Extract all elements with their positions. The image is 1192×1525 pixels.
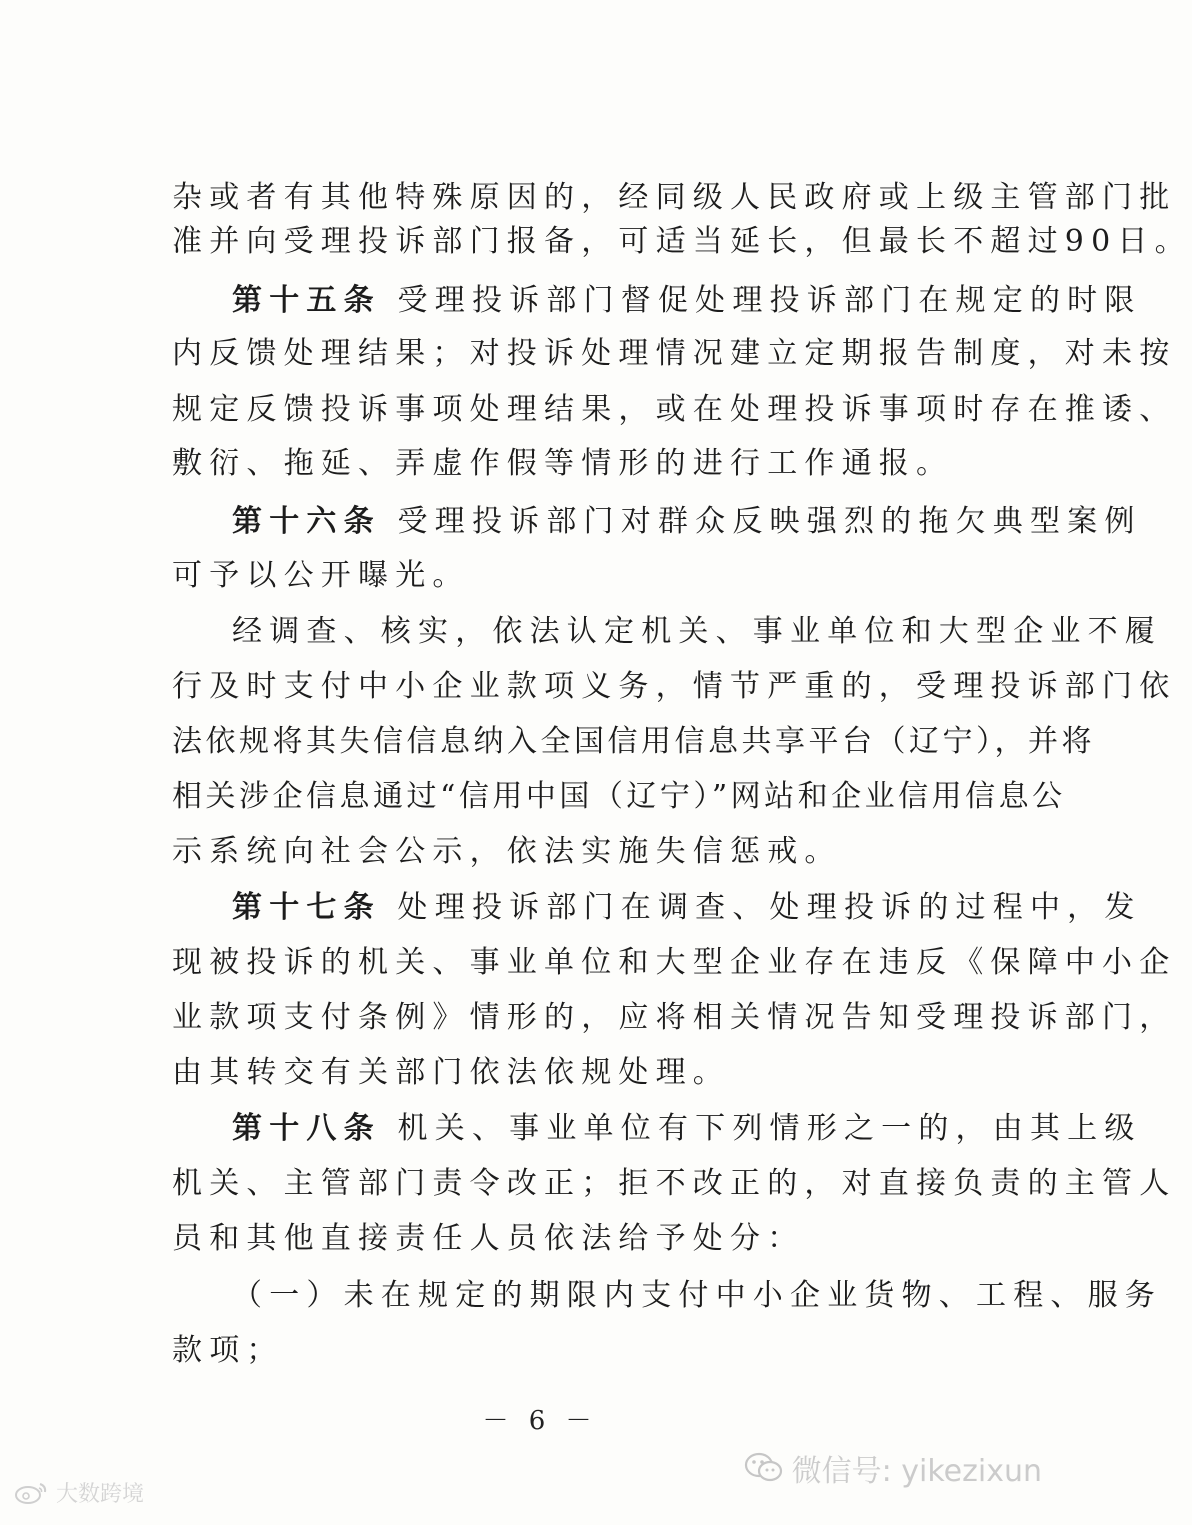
article-heading-line — [232, 502, 1142, 542]
text-line: 行及时支付中小企业款项义务，情节严重的，受理投诉部门依 — [172, 669, 1177, 704]
article-text: 受理投诉部门督促处理投诉部门在规定的时限 — [380, 283, 1142, 318]
wechat-icon — [744, 1451, 784, 1485]
text-line: 法依规将其失信信息纳入全国信用信息共享平台（辽宁），并将 — [172, 724, 1095, 759]
text-line: 可予以公开曝光。 — [172, 558, 470, 593]
text-line: 杂或者有其他特殊原因的，经同级人民政府或上级主管部门批 — [172, 180, 1177, 215]
text-line: 由其转交有关部门依法依规处理。 — [172, 1055, 730, 1090]
weibo-account-text: 大数跨境 — [56, 1482, 145, 1507]
text-line: 经调查、核实，依法认定机关、事业单位和大型企业不履 — [232, 614, 1162, 649]
article-text: 机关、事业单位有下列情形之一的，由其上级 — [380, 1111, 1142, 1146]
article-heading-line — [232, 888, 1142, 928]
text-line: 准并向受理投诉部门报备，可适当延长，但最长不超过90日。 — [172, 224, 1192, 259]
text-line: 内反馈处理结果；对投诉处理情况建立定期报告制度，对未按 — [172, 336, 1177, 371]
wechat-id-text: 微信号: yikezixun — [791, 1454, 1042, 1489]
weibo-icon — [14, 1480, 50, 1506]
text-line: 现被投诉的机关、事业单位和大型企业存在违反《保障中小企 — [172, 945, 1177, 980]
article-number: 第十五条 — [232, 283, 381, 318]
article-text: 受理投诉部门对群众反映强烈的拖欠典型案例 — [380, 504, 1142, 539]
article-number: 第十八条 — [232, 1111, 381, 1146]
article-heading-line — [232, 1109, 1142, 1149]
text-line: 员和其他直接责任人员依法给予处分： — [172, 1221, 805, 1256]
text-line: 相关涉企信息通过“信用中国（辽宁）”网站和企业信用信息公 — [172, 779, 1066, 814]
weibo-watermark — [14, 1477, 144, 1508]
text-line: 款项； — [172, 1333, 284, 1368]
text-line: 业款项支付条例》情形的，应将相关情况告知受理投诉部门， — [172, 1000, 1177, 1035]
text-line: 示系统向社会公示，依法实施失信惩戒。 — [172, 834, 842, 869]
text-line: 规定反馈投诉事项处理结果，或在处理投诉事项时存在推诿、 — [172, 392, 1177, 427]
text-line: （一）未在规定的期限内支付中小企业货物、工程、服务 — [232, 1278, 1162, 1313]
article-heading-line — [232, 281, 1142, 321]
page-number: － 6 － — [482, 1406, 598, 1436]
text-line: 敷衍、拖延、弄虚作假等情形的进行工作通报。 — [172, 446, 954, 481]
text-line: 机关、主管部门责令改正；拒不改正的，对直接负责的主管人 — [172, 1166, 1177, 1201]
article-number: 第十六条 — [232, 504, 381, 539]
article-text: 处理投诉部门在调查、处理投诉的过程中，发 — [380, 890, 1142, 925]
wechat-watermark — [744, 1446, 1042, 1490]
article-number: 第十七条 — [232, 890, 381, 925]
